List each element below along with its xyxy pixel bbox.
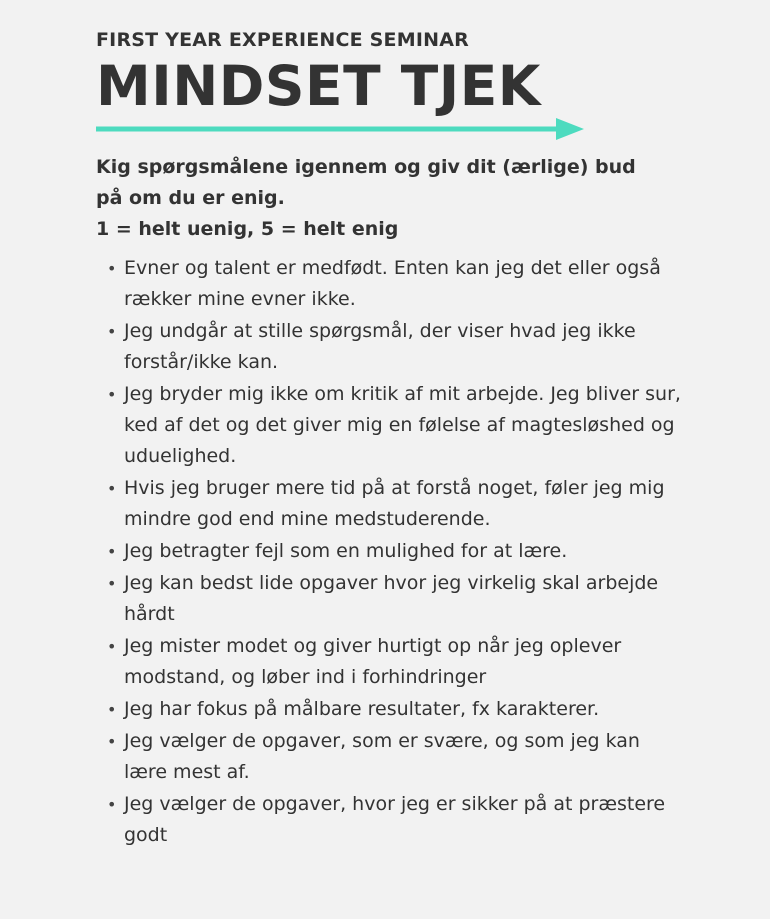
- bullet-icon: •: [107, 795, 117, 814]
- bullet-icon: •: [107, 542, 117, 561]
- list-item: [96, 631, 684, 693]
- bullet-icon: •: [107, 700, 117, 719]
- statement-text: Jeg mister modet og giver hurtigt op når jeg oplever modstand, og løber ind i forhindringer: [124, 635, 622, 688]
- list-item: [96, 568, 684, 630]
- statement-text: Jeg bryder mig ikke om kritik af mit arbejde. Jeg bliver sur, ked af det og det giver mig en følelse af magtesløshed og uduelighed.: [124, 383, 681, 467]
- bullet-icon: •: [107, 259, 117, 278]
- list-item: [96, 473, 684, 535]
- statement-text: Jeg betragter fejl som en mulighed for at lære.: [124, 540, 568, 562]
- bullet-icon: •: [107, 637, 117, 656]
- list-item: [96, 694, 684, 725]
- list-item: [96, 253, 684, 315]
- kicker-heading: FIRST YEAR EXPERIENCE SEMINAR: [96, 29, 469, 51]
- bullet-icon: •: [107, 479, 117, 498]
- list-item: [96, 379, 684, 472]
- statement-text: Jeg vælger de opgaver, hvor jeg er sikker på at præstere godt: [124, 793, 666, 846]
- instructions-text: Kig spørgsmålene igennem og giv dit (ærlige) bud på om du er enig.: [96, 156, 636, 209]
- scale-text: 1 = helt uenig, 5 = helt enig: [96, 218, 399, 240]
- statement-text: Jeg vælger de opgaver, som er svære, og som jeg kan lære mest af.: [124, 730, 640, 783]
- intro-block: [96, 152, 746, 245]
- arrow-underline-icon: [94, 114, 586, 144]
- statement-text: Jeg undgår at stille spørgsmål, der viser hvad jeg ikke forstår/ikke kan.: [124, 320, 636, 373]
- bullet-icon: •: [107, 322, 117, 341]
- list-item: [96, 536, 684, 567]
- document-page: [96, 26, 746, 852]
- bullet-icon: •: [107, 574, 117, 593]
- statement-list: [96, 253, 746, 851]
- list-item: [96, 726, 684, 788]
- statement-text: Jeg kan bedst lide opgaver hvor jeg virkelig skal arbejde hårdt: [124, 572, 659, 625]
- statement-text: Hvis jeg bruger mere tid på at forstå noget, føler jeg mig mindre god end mine medstuderende.: [124, 477, 665, 530]
- statement-text: Jeg har fokus på målbare resultater, fx karakterer.: [124, 698, 600, 720]
- list-item: [96, 316, 684, 378]
- statement-text: Evner og talent er medfødt. Enten kan jeg det eller også rækker mine evner ikke.: [124, 257, 661, 310]
- list-item: [96, 789, 684, 851]
- page-title: MINDSET TJEK: [96, 54, 541, 118]
- bullet-icon: •: [107, 732, 117, 751]
- bullet-icon: •: [107, 385, 117, 404]
